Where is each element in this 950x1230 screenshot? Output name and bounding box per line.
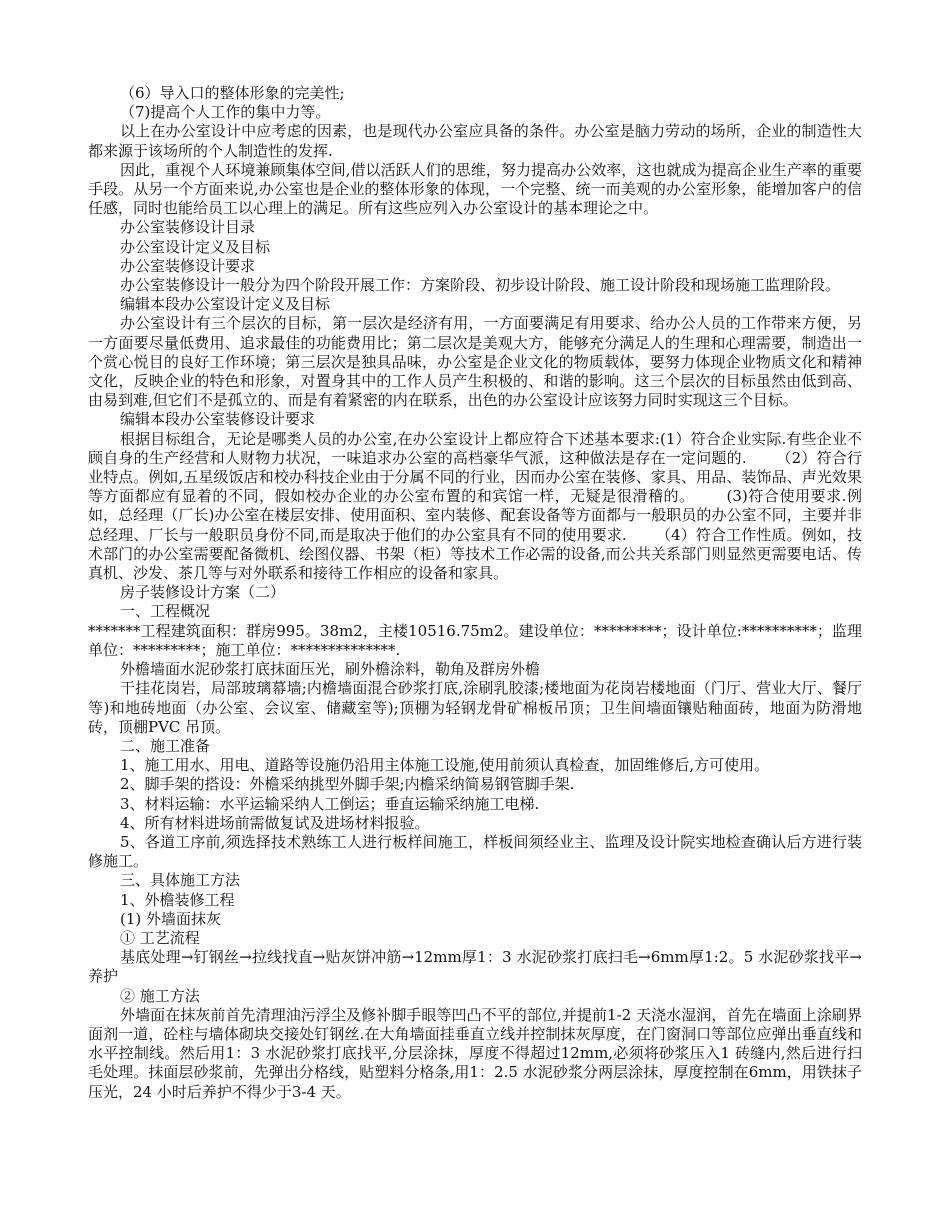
list-item: 5、各道工序前,须选择技术熟练工人进行板样间施工，样板间须经业主、监理及设计院实地检查确认后方进行装修施工。 <box>88 832 862 871</box>
section-heading: 办公室装修设计目录 <box>120 218 256 237</box>
section-heading: 办公室设计定义及目标 <box>120 237 271 256</box>
section-heading: 二、施工准备 <box>120 736 211 755</box>
section-heading: 一、工程概况 <box>120 602 211 621</box>
list-item: 3、材料运输：水平运输采纳人工倒运；垂直运输采纳施工电梯. <box>120 794 540 813</box>
paragraph: 以上在办公室设计中应考虑的因素，也是现代办公室应具备的条件。办公室是脑力劳动的场所，企业的制造性大都来源于该场所的个人制造性的发挥. <box>88 122 862 160</box>
paragraph: （7)提高个人工作的集中力等。 <box>120 103 331 122</box>
section-heading: 房子装修设计方案（二） <box>120 583 286 602</box>
list-item: 4、所有材料进场前需做复试及进场材料报验。 <box>120 813 430 832</box>
paragraph: 基底处理→钉钢丝→拉线找直→贴灰饼冲筋→12mm厚1：3 水泥砂浆打底扫毛→6mm厚1:2。5 水泥砂浆找平→养护 <box>88 948 862 986</box>
section-heading: 办公室装修设计要求 <box>120 256 256 275</box>
section-heading: ② 施工方法 <box>120 986 200 1005</box>
paragraph: 因此，重视个人环境兼顾集体空间,借以活跃人们的思维，努力提高办公效率，这也就成为提高企业生产率的重要手段。从另一个方面来说,办公室也是企业的整体形象的体现，一个完整、统一而美观的办公室形象，能增加客户的信任感，同时也能给员工以心理上的满足。所有这些应列入办公室设计的基本理论之中。 <box>88 160 862 218</box>
section-heading: 编辑本段办公室装修设计要求 <box>120 410 316 429</box>
paragraph: 根据目标组合，无论是哪类人员的办公室,在办公室设计上都应符合下述基本要求:(1）符合企业实际.有些企业不顾自身的生产经营和人财物力状况，一味追求办公室的高档豪华气派，这种做法是存在一定问题的. （2）符合行业特点。例如,五星级饭店和校办科技企业由于分属不同的行业，因而办公室在装修、家具、用品、装饰品、声光效果等方面都应有显着的不同，假如校办企业的办公室布置的和宾馆一样，无疑是很滑稽的。 (3)符合使用要求.例如，总经理（厂长)办公室在楼层安排、使用面积、室内装修、配套设备等方面都与一般职员的办公室不同，主要并非总经理、厂长与一般职员身份不同,而是取决于他们的办公室具有不同的使用要求. （4）符合工作性质。例如，技术部门的办公室需要配备微机、绘图仪器、书架（柜）等技术工作必需的设备,而公共关系部门则显然更需要电话、传真机、沙发、茶几等与对外联系和接待工作相应的设备和家具。 <box>88 429 862 583</box>
list-item: 1、施工用水、用电、道路等设施仍沿用主体施工设施,使用前须认真检查，加固维修后,方可使用。 <box>120 756 770 775</box>
paragraph: 外檐墙面水泥砂浆打底抹面压光，刷外檐涂料，勒角及群房外檐 <box>120 660 541 679</box>
paragraph: （6）导入口的整体形象的完美性; <box>120 84 345 102</box>
paragraph: *******工程建筑面积：群房995。38m2，主楼10516.75m2。建设单位：*********；设计单位:**********；监理单位：*********；施工单位：**************. <box>88 621 862 659</box>
paragraph: 办公室设计有三个层次的目标，第一层次是经济有用，一方面要满足有用要求、给办公人员的工作带来方便，另一方面要尽量低费用、追求最佳的功能费用比；第二层次是美观大方，能够充分满足人的生理和心理需要，制造出一个赏心悦目的良好工作环境；第三层次是独具品味，办公室是企业文化的物质载体，要努力体现企业物质文化和精神文化，反映企业的特色和形象，对置身其中的工作人员产生积极的、和谐的影响。这三个层次的目标虽然由低到高、由易到难,但它们不是孤立的、而是有着紧密的内在联系，出色的办公室设计应该努力同时实现这三个目标。 <box>88 314 862 410</box>
section-heading: 1、外檐装修工程 <box>120 890 235 909</box>
section-heading: 编辑本段办公室设计定义及目标 <box>120 295 331 314</box>
section-heading: 三、具体施工方法 <box>120 871 241 890</box>
section-heading: ① 工艺流程 <box>120 928 200 947</box>
section-heading: (1) 外墙面抹灰 <box>120 909 222 928</box>
list-item: 2、脚手架的搭设：外檐采纳挑型外脚手架;内檐采纳简易钢管脚手架. <box>120 775 575 794</box>
paragraph: 外墙面在抹灰前首先清理油污浮尘及修补脚手眼等凹凸不平的部位,并提前1-2 天浇水湿润，首先在墙面上涂刷界面剂一道，砼柱与墙体砌块交接处钉钢丝.在大角墙面挂垂直立线并控制抹灰厚度，在门窗洞口等部位应弹出垂直线和水平控制线。然后用1：3 水泥砂浆打底找平,分层涂抹，厚度不得超过12mm,必须将砂浆压入1 砖缝内,然后进行扫毛处理。抹面层砂浆前，先弹出分格线，贴塑料分格条,用1：2.5 水泥砂浆分两层涂抹，厚度控制在6mm，用铁抹子压光，24 小时后养护不得少于3-4 天。 <box>88 1005 862 1101</box>
paragraph: 干挂花岗岩，局部玻璃幕墙;内檐墙面混合砂浆打底,涂刷乳胶漆;楼地面为花岗岩楼地面（门厅、营业大厅、餐厅等)和地砖地面（办公室、会议室、储藏室等);顶棚为轻钢龙骨矿棉板吊顶；卫生间墙面镶贴釉面砖，地面为防滑地砖，顶棚PVC 吊顶。 <box>88 679 862 736</box>
paragraph: 办公室装修设计一般分为四个阶段开展工作：方案阶段、初步设计阶段、施工设计阶段和现场施工监理阶段。 <box>120 276 841 295</box>
